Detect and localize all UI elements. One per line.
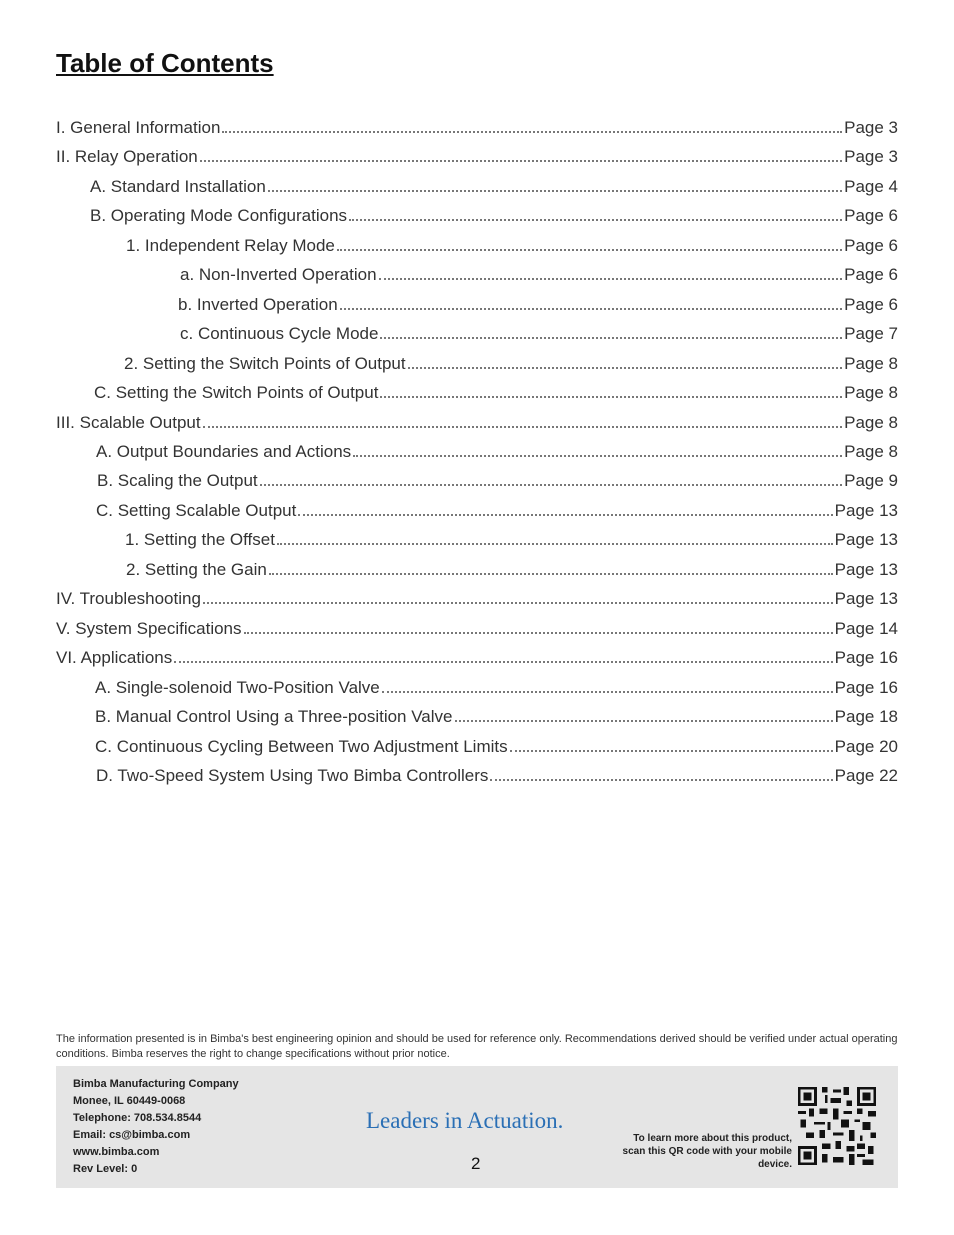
page-title: Table of Contents bbox=[56, 48, 274, 78]
toc-entry-scaling-output bbox=[97, 467, 898, 491]
toc-leader-dots bbox=[222, 131, 842, 133]
toc-entry-label: b. Inverted Operation bbox=[178, 295, 338, 314]
toc-entry-page: Page 9 bbox=[844, 471, 898, 490]
toc-entry-page: Page 13 bbox=[834, 589, 898, 608]
toc-entry-label: VI. Applications bbox=[56, 648, 173, 667]
toc-entry-page: Page 22 bbox=[834, 766, 898, 785]
toc-leader-dots bbox=[380, 396, 842, 398]
toc-entry-troubleshooting bbox=[56, 585, 898, 609]
toc-entry-label: C. Continuous Cycling Between Two Adjustment Limits bbox=[95, 737, 508, 756]
toc-entry-switch-points-output-2 bbox=[124, 350, 898, 374]
toc-entry-system-specifications bbox=[56, 615, 898, 639]
toc-leader-dots bbox=[349, 219, 842, 221]
toc-entry-standard-installation bbox=[90, 173, 898, 197]
toc-entry-label: 1. Independent Relay Mode bbox=[126, 236, 335, 255]
toc-leader-dots bbox=[380, 337, 842, 339]
toc-entry-switch-points-output-c bbox=[94, 379, 898, 403]
toc-entry-continuous-cycling bbox=[95, 733, 898, 757]
toc-leader-dots bbox=[340, 308, 842, 310]
toc-entry-continuous-cycle-mode bbox=[180, 320, 898, 344]
toc-leader-dots bbox=[268, 190, 842, 192]
toc-leader-dots bbox=[490, 779, 832, 781]
toc-entry-label: V. System Specifications bbox=[56, 619, 242, 638]
toc-entry-page: Page 6 bbox=[844, 295, 898, 314]
toc-entry-label: 2. Setting the Switch Points of Output bbox=[124, 354, 406, 373]
toc-entry-label: A. Output Boundaries and Actions bbox=[96, 442, 352, 461]
toc-entry-page: Page 7 bbox=[844, 324, 898, 343]
toc-entry-page: Page 14 bbox=[834, 619, 898, 638]
toc-entry-page: Page 16 bbox=[834, 678, 898, 697]
toc-entry-page: Page 6 bbox=[844, 265, 898, 284]
toc-entry-label: A. Standard Installation bbox=[90, 177, 266, 196]
toc-entry-operating-mode-configurations bbox=[90, 202, 898, 226]
toc-entry-manual-control bbox=[95, 703, 898, 727]
toc-leader-dots bbox=[510, 750, 833, 752]
toc-leader-dots bbox=[353, 455, 842, 457]
toc-entry-label: a. Non-Inverted Operation bbox=[180, 265, 377, 284]
revision-level: Rev Level: 0 bbox=[73, 1163, 138, 1175]
toc-entry-label: B. Scaling the Output bbox=[97, 471, 258, 490]
toc-entry-setting-gain bbox=[126, 556, 898, 580]
company-address: Monee, IL 60449-0068 bbox=[73, 1095, 186, 1107]
toc-leader-dots bbox=[203, 426, 843, 428]
toc-entry-setting-scalable-output bbox=[96, 497, 898, 521]
toc-entry-two-speed-system bbox=[96, 762, 898, 786]
toc-entry-page: Page 3 bbox=[844, 147, 898, 166]
toc-leader-dots bbox=[382, 691, 833, 693]
toc-leader-dots bbox=[203, 602, 833, 604]
company-email: Email: cs@bimba.com bbox=[73, 1129, 191, 1141]
toc-leader-dots bbox=[277, 543, 833, 545]
qr-instructions: To learn more about this product, scan this QR code with your mobile device. bbox=[622, 1133, 792, 1170]
toc-entry-scalable-output bbox=[56, 409, 898, 433]
toc-entry-label: 1. Setting the Offset bbox=[125, 530, 275, 549]
toc-entry-relay-operation bbox=[56, 143, 898, 167]
toc-entry-label: C. Setting the Switch Points of Output bbox=[94, 383, 379, 402]
toc-leader-dots bbox=[174, 661, 832, 663]
toc-leader-dots bbox=[244, 632, 833, 634]
toc-entry-page: Page 8 bbox=[844, 442, 898, 461]
toc-entry-label: IV. Troubleshooting bbox=[56, 589, 201, 608]
toc-leader-dots bbox=[269, 573, 833, 575]
toc-entry-label: D. Two-Speed System Using Two Bimba Controllers bbox=[96, 766, 489, 785]
toc-leader-dots bbox=[337, 249, 842, 251]
company-name: Bimba Manufacturing Company bbox=[73, 1078, 239, 1090]
toc-leader-dots bbox=[455, 720, 833, 722]
toc-entry-page: Page 3 bbox=[844, 118, 898, 137]
toc-entry-inverted-operation bbox=[178, 291, 898, 315]
toc-entry-page: Page 4 bbox=[844, 177, 898, 196]
toc-entry-page: Page 8 bbox=[844, 383, 898, 402]
toc-leader-dots bbox=[298, 514, 832, 516]
toc-entry-label: c. Continuous Cycle Mode bbox=[180, 324, 379, 343]
toc-entry-label: II. Relay Operation bbox=[56, 147, 198, 166]
company-website: www.bimba.com bbox=[73, 1146, 160, 1158]
toc-entry-label: B. Operating Mode Configurations bbox=[90, 206, 348, 225]
toc-entry-page: Page 13 bbox=[834, 560, 898, 579]
toc-entry-non-inverted-operation bbox=[180, 261, 898, 285]
toc-entry-setting-offset bbox=[125, 526, 898, 550]
toc-entry-single-solenoid bbox=[95, 674, 898, 698]
toc-entry-page: Page 8 bbox=[844, 413, 898, 432]
toc-entry-label: 2. Setting the Gain bbox=[126, 560, 267, 579]
toc-entry-label: I. General Information bbox=[56, 118, 221, 137]
page-footer bbox=[56, 1066, 898, 1188]
toc-entry-page: Page 8 bbox=[844, 354, 898, 373]
toc-leader-dots bbox=[260, 484, 842, 486]
toc-leader-dots bbox=[408, 367, 843, 369]
disclaimer-text: The information presented is in Bimba's best engineering opinion and should be used for reference only. Recommendations derived should be verified under actual operating conditions. Bimba reserves the right to change specifications without prior notice. bbox=[56, 1033, 898, 1060]
toc-entry-page: Page 13 bbox=[834, 501, 898, 520]
toc-entry-independent-relay-mode bbox=[126, 232, 898, 256]
toc-entry-label: III. Scalable Output bbox=[56, 413, 201, 432]
toc-entry-applications bbox=[56, 644, 898, 668]
toc-entry-page: Page 20 bbox=[834, 737, 898, 756]
toc-leader-dots bbox=[200, 160, 842, 162]
toc-entry-label: C. Setting Scalable Output bbox=[96, 501, 297, 520]
slogan: Leaders in Actuation. bbox=[366, 1108, 564, 1133]
toc-entry-page: Page 16 bbox=[834, 648, 898, 667]
toc-entry-page: Page 6 bbox=[844, 206, 898, 225]
toc-leader-dots bbox=[379, 278, 843, 280]
toc-entry-output-boundaries bbox=[96, 438, 898, 462]
company-info bbox=[73, 1076, 239, 1178]
toc-entry-page: Page 13 bbox=[834, 530, 898, 549]
toc-entry-page: Page 6 bbox=[844, 236, 898, 255]
qr-code-icon bbox=[798, 1086, 876, 1166]
toc-entry-label: B. Manual Control Using a Three-position Valve bbox=[95, 707, 453, 726]
toc-entry-general-information bbox=[56, 114, 898, 138]
toc-entry-page: Page 18 bbox=[834, 707, 898, 726]
toc-entry-label: A. Single-solenoid Two-Position Valve bbox=[95, 678, 380, 697]
company-telephone: Telephone: 708.534.8544 bbox=[73, 1112, 202, 1124]
page-number: 2 bbox=[471, 1154, 481, 1173]
